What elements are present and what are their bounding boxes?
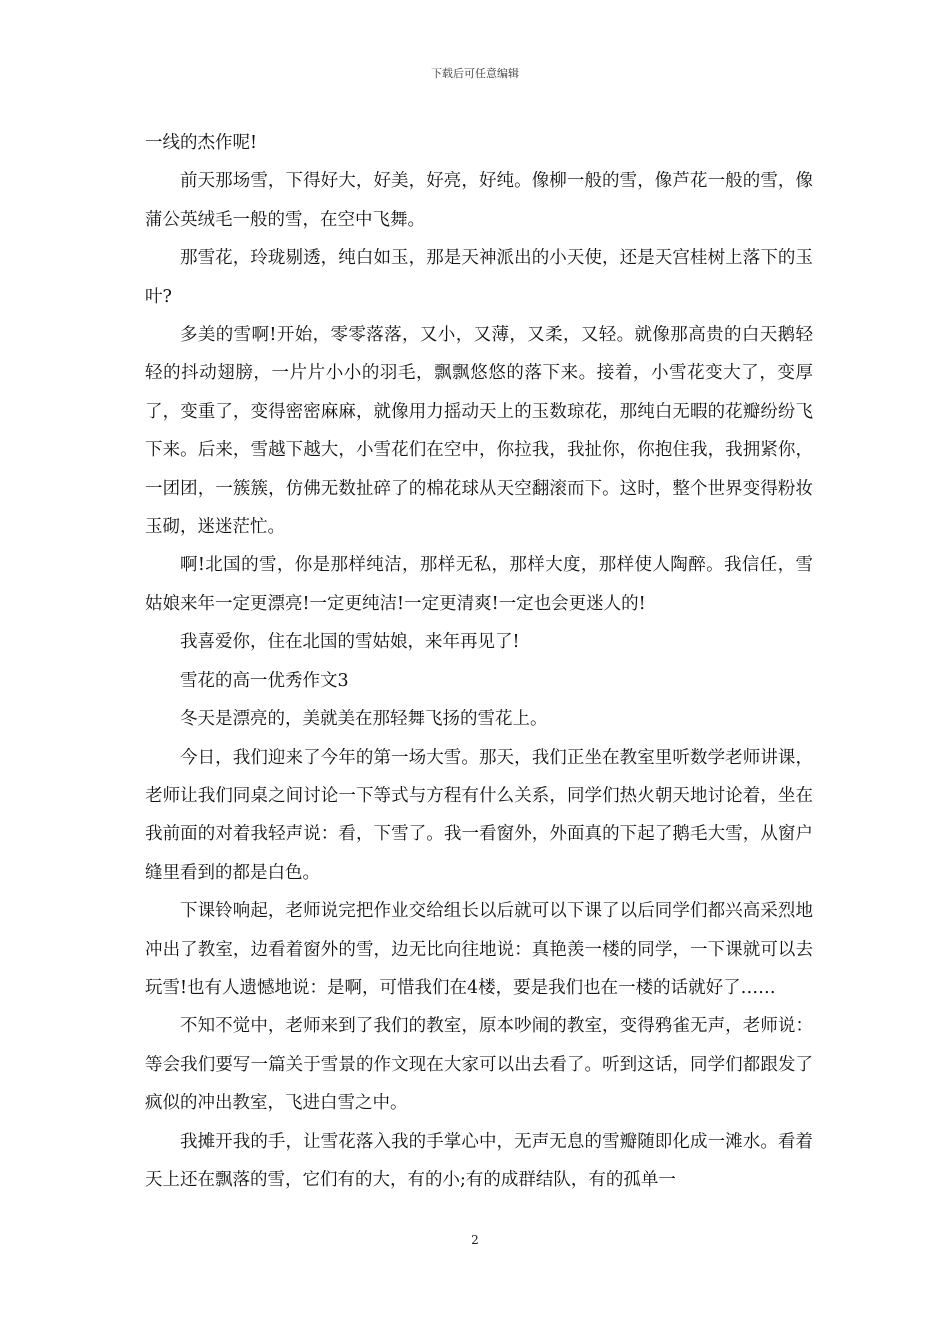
paragraph: 多美的雪啊!开始，零零落落，又小，又薄，又柔，又轻。就像那高贵的白天鹅轻轻的抖动翅膀，一片片小小的羽毛，飘飘悠悠的落下来。接着，小雪花变大了，变厚了，变重了，变得密密麻麻，就像用力摇动天上的玉数琼花，那纯白无暇的花瓣纷纷飞下来。后来，雪越下越大，小雪花们在空中，你拉我，我扯你，你抱住我，我拥紧你，一团团，一簇簇，仿佛无数扯碎了的棉花球从天空翻滚而下。这时，整个世界变得粉妆玉砌，迷迷茫忙。: [145, 325, 813, 538]
paragraph: 我喜爱你，住在北国的雪姑娘，来年再见了!: [180, 632, 520, 653]
paragraph: 我摊开我的手，让雪花落入我的手掌心中，无声无息的雪瓣随即化成一滩水。看着天上还在飘落的雪，它们有的大，有的小;有的成群结队，有的孤单一: [145, 1131, 813, 1190]
paragraph: 啊!北国的雪，你是那样纯洁，那样无私，那样大度，那样使人陶醉。我信任，雪姑娘来年一定更漂亮!一定更纯洁!一定更清爽!一定也会更迷人的!: [145, 555, 813, 614]
paragraph: 一线的杰作呢!: [145, 133, 258, 153]
paragraph: 冬天是漂亮的，美就美在那轻舞飞扬的雪花上。: [180, 709, 548, 730]
section-heading: 雪花的高一优秀作文3: [180, 670, 349, 691]
paragraph: 前天那场雪，下得好大，好美，好亮，好纯。像柳一般的雪，像芦花一般的雪，像蒲公英绒毛一般的雪，在空中飞舞。: [145, 171, 813, 230]
paragraph: 不知不觉中，老师来到了我们的教室，原本吵闹的教室，变得鸦雀无声，老师说：等会我们要写一篇关于雪景的作文现在大家可以出去看了。听到这话，同学们都跟发了疯似的冲出教室，飞进白雪之中。: [145, 1016, 813, 1114]
page-number: 2: [471, 1233, 479, 1247]
paragraph: 下课铃响起，老师说完把作业交给组长以后就可以下课了以后同学们都兴高采烈地冲出了教室，边看着窗外的雪，边无比向往地说：真艳羡一楼的同学，一下课就可以去玩雪!也有人遗憾地说：是啊，可惜我们在4楼，要是我们也在一楼的话就好了……: [145, 901, 813, 998]
paragraph: 今日，我们迎来了今年的第一场大雪。那天，我们正坐在教室里听数学老师讲课，老师让我们同桌之间讨论一下等式与方程有什么关系，同学们热火朝天地讨论着，坐在我前面的对着我轻声说：看，下雪了。我一看窗外，外面真的下起了鹅毛大雪，从窗户缝里看到的都是白色。: [145, 747, 813, 883]
document-body: [145, 124, 813, 1199]
paragraph: 那雪花，玲珑剔透，纯白如玉，那是天神派出的小天使，还是天宫桂树上落下的玉叶?: [145, 248, 813, 307]
page-header: 下载后可任意编辑: [431, 67, 519, 80]
